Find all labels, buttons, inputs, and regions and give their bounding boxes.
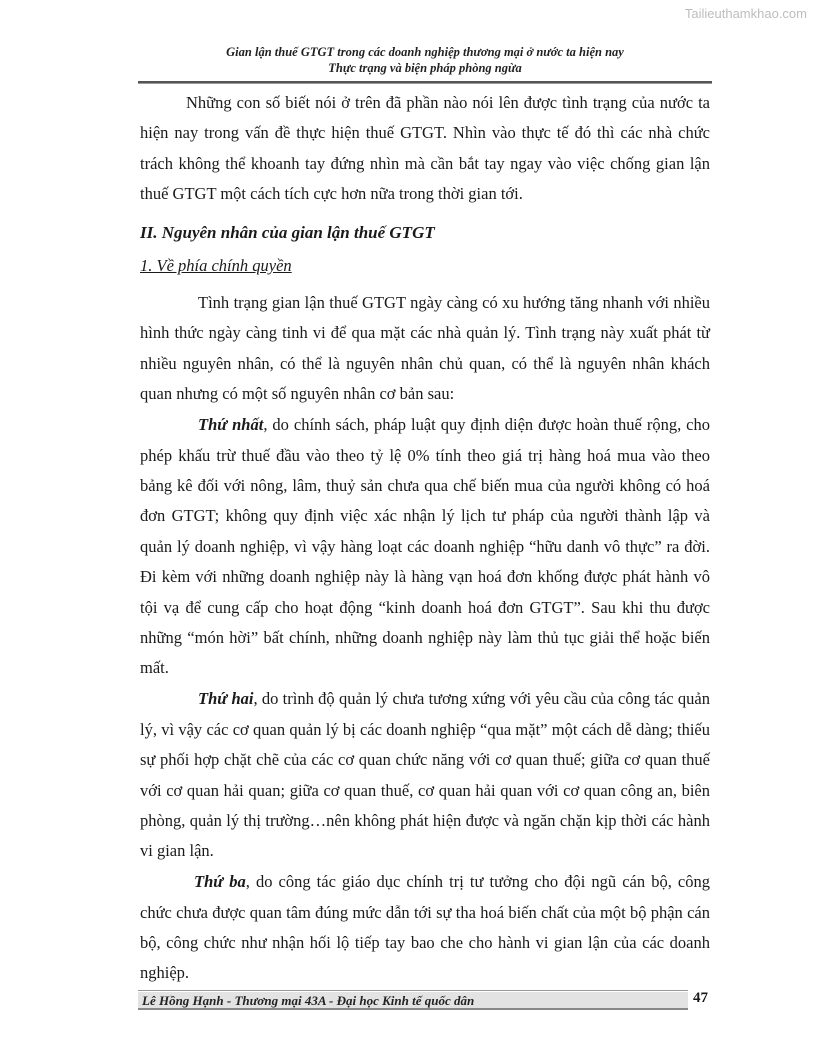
page-footer: Lê Hồng Hạnh - Thương mại 43A - Đại học Kinh tế quốc dân: [138, 992, 688, 1010]
header-rule: [138, 81, 712, 84]
reason-3-paragraph: [140, 867, 710, 989]
paragraph-overview: Tình trạng gian lận thuế GTGT ngày càng có xu hướng tăng nhanh với nhiều hình thức ngày càng tinh vi để qua mặt các nhà quản lý. Tình trạng này xuất phát từ nhiều nguyên nhân, có thể là nguyên nhân chủ quan, có thể là nguyên nhân khách quan nhưng có một số nguyên nhân cơ bản sau:: [140, 293, 710, 404]
header-title-line-1: Gian lận thuế GTGT trong các doanh nghiệp thương mại ở nước ta hiện nay: [226, 45, 624, 59]
document-body-main: [140, 288, 710, 989]
footer-rule: [138, 990, 688, 991]
intro-paragraph: Những con số biết nói ở trên đã phần nào nói lên được tình trạng của nước ta hiện nay trong vấn đề thực hiện thuế GTGT. Nhìn vào thực tế đó thì các nhà chức trách không thể khoanh tay đứng nhìn mà cần bắt tay ngay vào việc chống gian lận thuế GTGT một cách tích cực hơn nữa trong thời gian tới.: [140, 93, 710, 204]
reason-2-paragraph: [140, 684, 710, 866]
document-body: [140, 88, 710, 210]
reason-1-paragraph: [140, 410, 710, 684]
reason-2-text: , do trình độ quản lý chưa tương xứng với yêu cầu của công tác quản lý, vì vậy các cơ quan quản lý bị các doanh nghiệp “qua mặt” một cách dễ dàng; thiếu sự phối hợp chặt chẽ của các cơ quan chức năng với cơ quan thuế; giữa cơ quan thuế với cơ quan hải quan; giữa cơ quan thuế, cơ quan hải quan với cơ quan công an, biên phòng, quản lý thị trường…nên không phát hiện được và ngăn chặn kịp thời các hành vi gian lận.: [140, 689, 710, 861]
reason-3-text: , do công tác giáo dục chính trị tư tưởng cho đội ngũ cán bộ, công chức chưa được quan tâm đúng mức dẫn tới sự tha hoá biến chất của một bộ phận cán bộ, công chức như nhận hối lộ tiếp tay bao che cho hành vi gian lận của các doanh nghiệp.: [140, 872, 710, 983]
section-title: II. Nguyên nhân của gian lận thuế GTGT: [140, 223, 435, 242]
reason-1-text: , do chính sách, pháp luật quy định diện được hoàn thuế rộng, cho phép khấu trừ thuế đầu vào theo tỷ lệ 0% tính theo giá trị hàng hoá mua vào theo bảng kê đối với nông, lâm, thuỷ sản chưa qua chế biến mua của người không có hoá đơn GTGT; không quy định việc xác nhận lý lịch tư pháp của người thành lập và quản lý doanh nghiệp, vì vậy hàng loạt các doanh nghiệp “hữu danh vô thực” ra đời. Đi kèm với những doanh nghiệp này là hàng vạn hoá đơn khống được phát hành vô tội vạ để cung cấp cho hoạt động “kinh doanh hoá đơn GTGT”. Sau khi thu được những “món hời” bất chính, những doanh nghiệp này làm thủ tục giải thể hoặc biến mất.: [140, 415, 711, 678]
reason-3-label: Thứ ba: [194, 872, 246, 892]
page-header: [138, 44, 712, 76]
watermark: Tailieuthamkhao.com: [684, 6, 807, 21]
reason-2-label: Thứ hai: [198, 689, 254, 709]
page-number: 47: [693, 990, 708, 1006]
header-title-line-2: Thực trạng và biện pháp phòng ngừa: [328, 61, 522, 75]
reason-1-label: Thứ nhất: [198, 415, 264, 435]
subsection-title: 1. Về phía chính quyền: [140, 256, 292, 275]
